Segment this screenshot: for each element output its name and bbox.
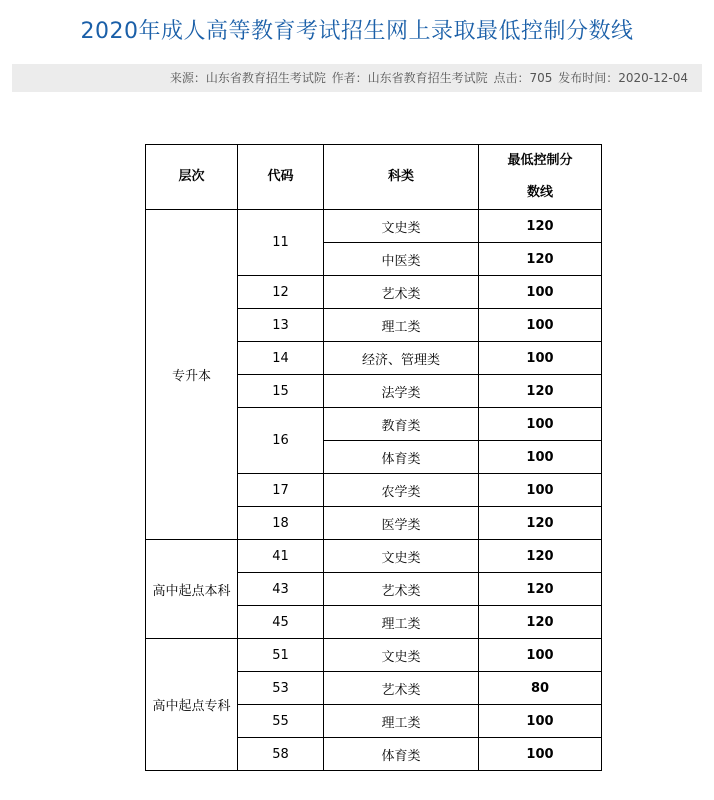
page-title: 2020年成人高等教育考试招生网上录取最低控制分数线 — [80, 19, 634, 44]
score-cell: 100 — [479, 738, 602, 771]
subject-cell: 医学类 — [324, 507, 479, 540]
level-cell: 专升本 — [146, 210, 238, 540]
subject-cell: 文史类 — [324, 639, 479, 672]
subject-cell: 教育类 — [324, 408, 479, 441]
header-code: 代码 — [238, 145, 324, 210]
level-cell: 高中起点本科 — [146, 540, 238, 639]
score-cell: 120 — [479, 375, 602, 408]
code-cell: 45 — [238, 606, 324, 639]
code-cell: 58 — [238, 738, 324, 771]
code-cell: 17 — [238, 474, 324, 507]
table-row — [146, 540, 602, 573]
code-cell: 15 — [238, 375, 324, 408]
score-table — [145, 144, 602, 771]
subject-cell: 法学类 — [324, 375, 479, 408]
score-cell: 80 — [479, 672, 602, 705]
score-cell: 100 — [479, 276, 602, 309]
score-cell: 120 — [479, 573, 602, 606]
code-cell: 16 — [238, 408, 324, 474]
subject-cell: 艺术类 — [324, 672, 479, 705]
code-cell: 14 — [238, 342, 324, 375]
table-header-row — [146, 145, 602, 210]
subject-cell: 中医类 — [324, 243, 479, 276]
header-subject: 科类 — [324, 145, 479, 210]
subject-cell: 体育类 — [324, 738, 479, 771]
code-cell: 51 — [238, 639, 324, 672]
score-cell: 120 — [479, 243, 602, 276]
table-row — [146, 210, 602, 243]
score-cell: 120 — [479, 507, 602, 540]
publish-time: 发布时间：2020-12-04 — [558, 71, 688, 85]
score-cell: 100 — [479, 705, 602, 738]
code-cell: 55 — [238, 705, 324, 738]
code-cell: 41 — [238, 540, 324, 573]
subject-cell: 艺术类 — [324, 573, 479, 606]
score-cell: 100 — [479, 408, 602, 441]
source-text: 来源：山东省教育招生考试院 — [169, 71, 326, 85]
score-cell: 100 — [479, 309, 602, 342]
level-cell: 高中起点专科 — [146, 639, 238, 771]
score-cell: 120 — [479, 606, 602, 639]
score-cell: 120 — [479, 210, 602, 243]
code-cell: 43 — [238, 573, 324, 606]
code-cell: 53 — [238, 672, 324, 705]
article-meta-bar — [12, 64, 702, 92]
score-cell: 100 — [479, 342, 602, 375]
click-count: 点击：705 — [493, 71, 553, 85]
code-cell: 13 — [238, 309, 324, 342]
subject-cell: 文史类 — [324, 540, 479, 573]
code-cell: 11 — [238, 210, 324, 276]
score-cell: 100 — [479, 441, 602, 474]
header-score: 最低控制分数线 — [479, 145, 602, 210]
score-cell: 100 — [479, 639, 602, 672]
header-level: 层次 — [146, 145, 238, 210]
subject-cell: 艺术类 — [324, 276, 479, 309]
subject-cell: 文史类 — [324, 210, 479, 243]
subject-cell: 理工类 — [324, 705, 479, 738]
code-cell: 18 — [238, 507, 324, 540]
table-row — [146, 639, 602, 672]
score-cell: 120 — [479, 540, 602, 573]
subject-cell: 理工类 — [324, 606, 479, 639]
subject-cell: 体育类 — [324, 441, 479, 474]
subject-cell: 农学类 — [324, 474, 479, 507]
code-cell: 12 — [238, 276, 324, 309]
author-text: 作者：山东省教育招生考试院 — [331, 71, 488, 85]
subject-cell: 经济、管理类 — [324, 342, 479, 375]
score-cell: 100 — [479, 474, 602, 507]
subject-cell: 理工类 — [324, 309, 479, 342]
